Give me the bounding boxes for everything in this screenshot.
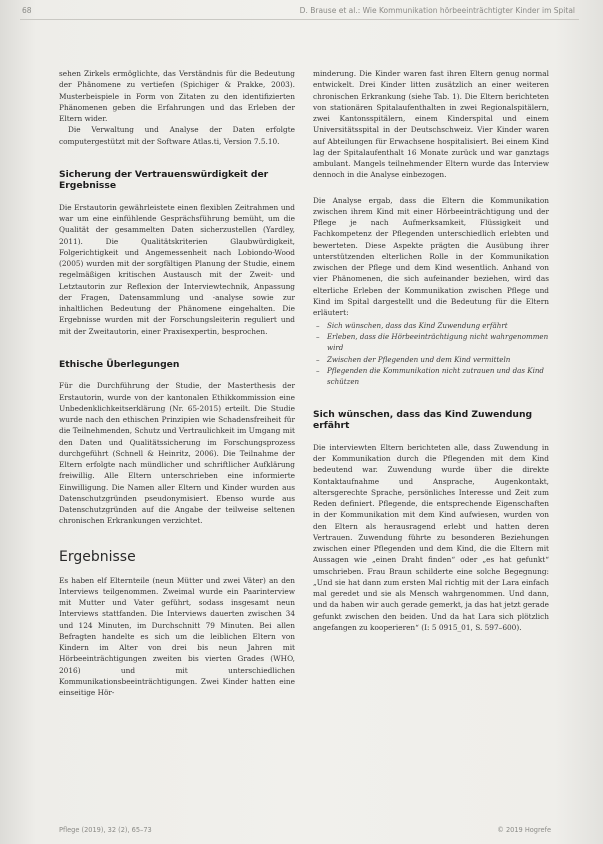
paragraph-ethics: Für die Durchführung der Studie, der Masterthesis der Erstautorin, wurde von der kantonalen Ethikkommission eine Unbedenklichkeitserklärung (Nr. 65-2015) erteilt. Die Studie wurde nach den ethischen Prinzipien wie Schadensfreiheit für die Teilnehmenden, Schutz und Vertraulichkeit im Umgang mit den Daten und Qualitätssicherung im Forschungsprozess durchgeführt (Schnell & Heinritz, 2006). Die Teilnahme der Eltern erfolgte nach mündlicher und schriftlicher Aufklärung freiwillig. Alle Eltern unterschrieben eine informierte Einwilligung. Die Namen aller Eltern und Kinder wurden aus Datenschutzgründen pseudonymisiert. Ebenso wurde aus Datenschutzgründen auf die Angabe der teilweise seltenen chronischen Erkrankungen verzichtet. — [59, 381, 295, 526]
paragraph-hermeneutic: sehen Zirkels ermöglichte, das Verständnis für die Bedeutung der Phänomene zu vertiefen (Spichiger & Prakke, 2003). Musterbeispiele in Form von Zitaten zu den identifizierten Phänomenen geben die Erfahrungen und das Erleben der Eltern wider. — [59, 69, 295, 123]
phenomena-list — [313, 320, 549, 387]
journal-citation: Pflege (2019), 32 (2), 65–73 — [59, 826, 152, 834]
heading-ethics: Ethische Überlegungen — [59, 358, 180, 370]
right-column — [313, 68, 549, 633]
paragraph-software: Die Verwaltung und Analyse der Daten erfolgte computergestützt mit der Software Atlas.ti, Version 7.5.10. — [59, 125, 295, 146]
list-item: – Erleben, dass die Hörbeeinträchtigung nicht wahrgenommen wird — [313, 331, 549, 353]
header-rule — [20, 19, 579, 20]
page-header — [0, 4, 603, 22]
copyright: © 2019 Hogrefe — [497, 826, 551, 834]
page-footer — [0, 826, 603, 840]
paragraph-participants: Es haben elf Elternteile (neun Mütter und zwei Väter) an den Interviews teilgenommen. Zweimal wurde ein Paarinterview mit Mutter und Vater geführt, sodass insgesamt neun Interviews stattfanden. Die Interviews dauerten zwischen 34 und 124 Minuten, im Durchschnitt 79 Minuten. Bei allen Befragten handelte es sich um die leiblichen Eltern von Kindern im Alter von drei bis neun Jahren mit Hörbeeinträchtigungen zweiten bis vierten Grades (WHO, 2016) und mit unterschiedlichen Kommunikationsbeeinträchtigungen. Zwei Kinder hatten eine einseitige Hör- — [59, 575, 295, 697]
page-number: 68 — [22, 6, 32, 15]
paragraph-trustworthiness: Die Erstautorin gewährleistete einen flexiblen Zeitrahmen und war um eine einfühlende Gesprächsführung bemüht, um die Qualität der gesammelten Daten sicherzustellen (Yardley, 2011). Die Qualitätskriterien Glaubwürdigkeit, Folgerichtigkeit und Angemessenheit nach Lobiondo-Wood (2005) wurden mit der sorgfältigen Planung der Studie, einem regelmäßigen kritischen Austausch mit der Zweit- und Letztautorin zur Reflexion der Interviewtechnik, Anpassung der Fragen, Datensammlung und -analyse sowie zur inhaltlichen Bedeutung der Phänomene eingehalten. Die Ergebnisse wurden mit der Forschungsleiterin reguliert und mit der Zweitautorin, einer Praxisexpertin, besprochen. — [59, 202, 295, 336]
running-title: D. Brause et al.: Wie Kommunikation hörbeeinträchtigter Kinder im Spital — [299, 6, 575, 15]
list-item: – Pflegenden die Kommunikation nicht zutrauen und das Kind schützen — [313, 365, 549, 387]
paragraph-analysis: Die Analyse ergab, dass die Eltern die Kommunikation zwischen ihrem Kind mit einer Hörbeeinträchtigung und der Pflege je nach Aufmerksamkeit, Flüssigkeit und Fachkompetenz der Pflegenden unterschiedlich erlebten und bewerteten. Diese Aspekte prägten die Ausübung ihrer unterstützenden elterlichen Rolle in der Kommunikation zwischen der Pflege und dem Kind wesentlich. Anhand von vier Phänomenen, die sich aufeinander beziehen, wird das elterliche Erleben der Kommunikation zwischen Pflege und Kind im Spital dargestellt und die Bedeutung für die Eltern erläutert: — [313, 195, 549, 317]
left-column — [59, 68, 295, 698]
heading-trustworthiness: Sicherung der Vertrauenswürdigkeit der Ergebnisse — [59, 168, 269, 192]
list-item: – Zwischen der Pflegenden und dem Kind vermitteln — [313, 354, 549, 365]
heading-results: Ergebnisse — [59, 548, 136, 565]
list-item: – Sich wünschen, dass das Kind Zuwendung erfährt — [313, 320, 549, 331]
heading-attention: Sich wünschen, dass das Kind Zuwendung erfährt — [313, 408, 533, 432]
paragraph-attention: Die interviewten Eltern berichteten alle, dass Zuwendung in der Kommunikation durch die Pflegenden mit dem Kind bedeutend war. Zuwendung wurde über die direkte Kontaktaufnahme und Ansprache, Augenkontakt, altersgerechte Sprache, persönliches Interesse und Zeit zum Reden definiert. Pflegende, die entsprechende Eigenschaften in der Kommunikation mit dem Kind aufwiesen, wurden von den Eltern als herausragend erlebt und hatten deren Vertrauen. Zuwendung führte zu besonderen Beziehungen zwischen einer Pflegenden und dem Kind, die die Eltern mit Aussagen wie „einen Draht finden“ oder „es hat gefunkt“ umschrieben. Frau Braun schilderte eine solche Begegnung: „Und sie hat dann zum ersten Mal richtig mit der Lara einfach mal geredet und sie als Mensch wahrgenommen. Und dann, und da haben wir auch gerade gemerkt, ja das hat jetzt gerade gefunkt zwischen den beiden. Und da hat Lara sich plötzlich angefangen zu kooperieren“ (I: 5 0915_01, S. 597–600). — [313, 442, 549, 632]
paragraph-hospital-stays: minderung. Die Kinder waren fast ihren Eltern genug normal entwickelt. Drei Kinder litten zusätzlich an einer weiteren chronischen Erkrankung (siehe Tab. 1). Die Eltern berichteten von stationären Spitalaufenthalten in zwei Regionalspitälern, zwei Kantonsspitälern, einem Kinderspital und einem Universitätsspital in der Deutschschweiz. Vier Kinder waren auf Abteilungen für Erwachsene hospitalisiert. Bei einem Kind lag der Spitalaufenthalt 16 Monate zurück und war ganztags ambulant. Mangels teilnehmender Eltern wurde das Interview dennoch in die Analyse einbezogen. — [313, 69, 549, 180]
